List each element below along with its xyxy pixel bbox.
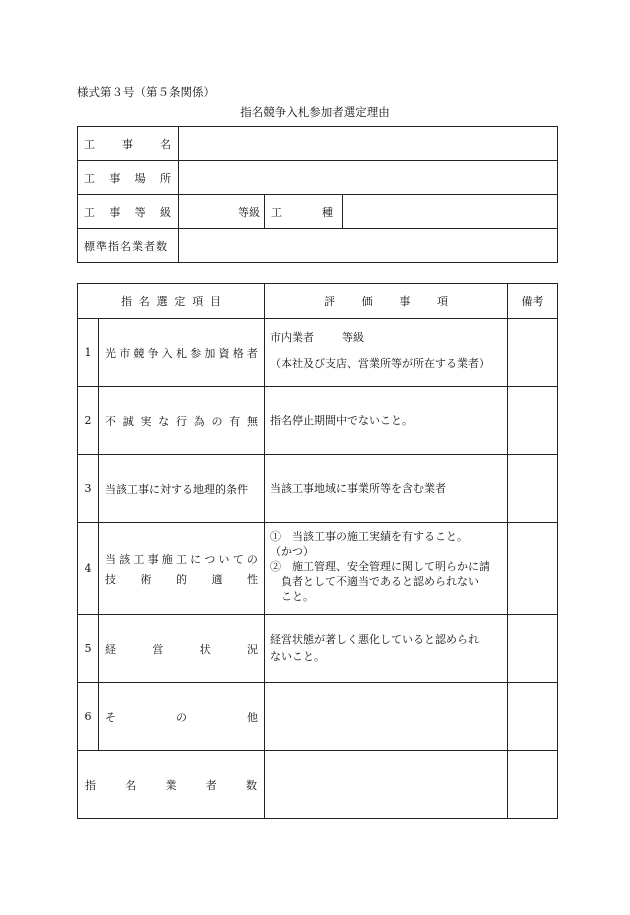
form-number: 様式第３号（第５条関係）: [77, 85, 215, 99]
nominated-count-field[interactable]: [265, 751, 508, 819]
header-table: [77, 126, 558, 263]
selection-table: [77, 283, 558, 819]
row-item: 光 市 競 争 入 札 参 加 資 格 者: [99, 319, 265, 387]
construction-grade-row: [78, 195, 558, 229]
construction-site-label: 工 事 場 所: [78, 161, 179, 195]
row-item: 当該工事に対する地理的条件: [99, 455, 265, 523]
row-evaluation: ① 当該工事の施工実績を有すること。 （かつ） ② 施工管理、安全管理に関して明らかに請 負者として不適当であると認められない こと。: [265, 523, 508, 615]
row-remarks[interactable]: [508, 319, 558, 387]
work-type-field[interactable]: [343, 195, 558, 229]
construction-name-field[interactable]: [179, 127, 558, 161]
row-remarks[interactable]: [508, 387, 558, 455]
nominated-count-remarks[interactable]: [508, 751, 558, 819]
table-row: [78, 615, 558, 683]
table-row: [78, 455, 558, 523]
header-item: 指 名 選 定 項 目: [78, 284, 265, 319]
construction-grade-label: 工 事 等 級: [78, 195, 179, 229]
construction-name-row: [78, 127, 558, 161]
row-number: 1: [78, 319, 99, 387]
construction-grade-field[interactable]: [179, 195, 265, 229]
row-number: 3: [78, 455, 99, 523]
table-row: [78, 683, 558, 751]
construction-name-label: 工 事 名: [78, 127, 179, 161]
row-number: 2: [78, 387, 99, 455]
row-item: そ の 他: [99, 683, 265, 751]
row-evaluation: 経営状態が著しく悪化していると認められ ないこと。: [265, 615, 508, 683]
header-evaluation: 評 価 事 項: [265, 284, 508, 319]
row-number: 4: [78, 523, 99, 615]
row-item: 不 誠 実 な 行 為 の 有 無: [99, 387, 265, 455]
row-remarks[interactable]: [508, 683, 558, 751]
row-evaluation[interactable]: [265, 683, 508, 751]
row-number: 6: [78, 683, 99, 751]
row-evaluation: 当該工事地域に事業所等を含む業者: [265, 455, 508, 523]
construction-site-row: [78, 161, 558, 195]
row-remarks[interactable]: [508, 615, 558, 683]
table-row: [78, 523, 558, 615]
work-type-label: 工 種: [265, 195, 343, 229]
construction-site-field[interactable]: [179, 161, 558, 195]
table-row: [78, 387, 558, 455]
row-evaluation: 市内業者 等級 （本社及び支店、営業所等が所在する業者）: [265, 319, 508, 387]
row-remarks[interactable]: [508, 455, 558, 523]
nominated-count-row: [78, 751, 558, 819]
standard-count-label: 標準指名業者数: [78, 229, 179, 263]
row-evaluation: 指名停止期間中でないこと。: [265, 387, 508, 455]
row-remarks[interactable]: [508, 523, 558, 615]
standard-count-field[interactable]: [179, 229, 558, 263]
standard-count-row: [78, 229, 558, 263]
document-title: 指名競争入札参加者選定理由: [240, 105, 390, 119]
table-header-row: [78, 284, 558, 319]
nominated-count-label: 指 名 業 者 数: [78, 751, 265, 819]
grade-suffix: 等級: [238, 205, 260, 219]
row-item: 当 該 工 事 施 工 に つ い て の 技 術 的 適 性: [99, 523, 265, 615]
row-item: 経 営 状 況: [99, 615, 265, 683]
row-number: 5: [78, 615, 99, 683]
header-remarks: 備考: [508, 284, 558, 319]
table-row: [78, 319, 558, 387]
